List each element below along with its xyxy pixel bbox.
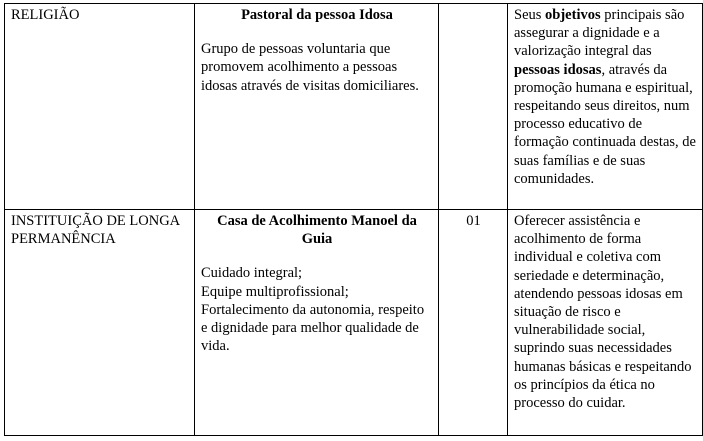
objectives-text: Seus objetivos principais são assegurar a dignidade e a valorização integral das pessoas idosas, através da promoção humana e espiritual, respeitando seus direitos, num processo educativo de formação continuada destas, de suas famílias e de suas comunidades.: [514, 7, 696, 187]
program-cell: [195, 4, 439, 210]
program-title: Pastoral da pessoa Idosa: [241, 7, 393, 23]
program-item: Cuidado integral;: [201, 265, 303, 282]
program-cell: [195, 210, 439, 436]
category-label: INSTITUIÇÃO DE LONGA PERMANÊNCIA: [11, 213, 180, 248]
objectives-text: Oferecer assistência e acolhimento de forma individual e coletiva com seriedade e determinação, atendendo pessoas idosas em situação de risco e vulnerabilidade social, suprindo suas necessidades humanas básicas e respeitando os princípios da ética no processo do cuidar.: [514, 213, 692, 412]
category-label: RELIGIÃO: [11, 7, 80, 23]
program-description: Grupo de pessoas voluntaria que promovem acolhimento a pessoas idosas através de visitas domiciliares.: [201, 41, 419, 94]
objectives-cell: [508, 4, 703, 210]
objectives-cell: [508, 210, 703, 436]
quantity-cell: [439, 4, 508, 210]
program-item: Equipe multiprofissional;: [201, 283, 349, 300]
category-cell: [5, 4, 195, 210]
program-item: Fortalecimento da autonomia, respeito e dignidade para melhor qualidade de vida.: [201, 301, 425, 355]
quantity-value: 01: [466, 213, 481, 229]
table-row: [5, 4, 703, 210]
category-cell: [5, 210, 195, 436]
quantity-cell: [439, 210, 508, 436]
program-title: Casa de Acolhimento Manoel da Guia: [217, 213, 417, 248]
services-table: [4, 3, 703, 436]
table-row: [5, 210, 703, 436]
